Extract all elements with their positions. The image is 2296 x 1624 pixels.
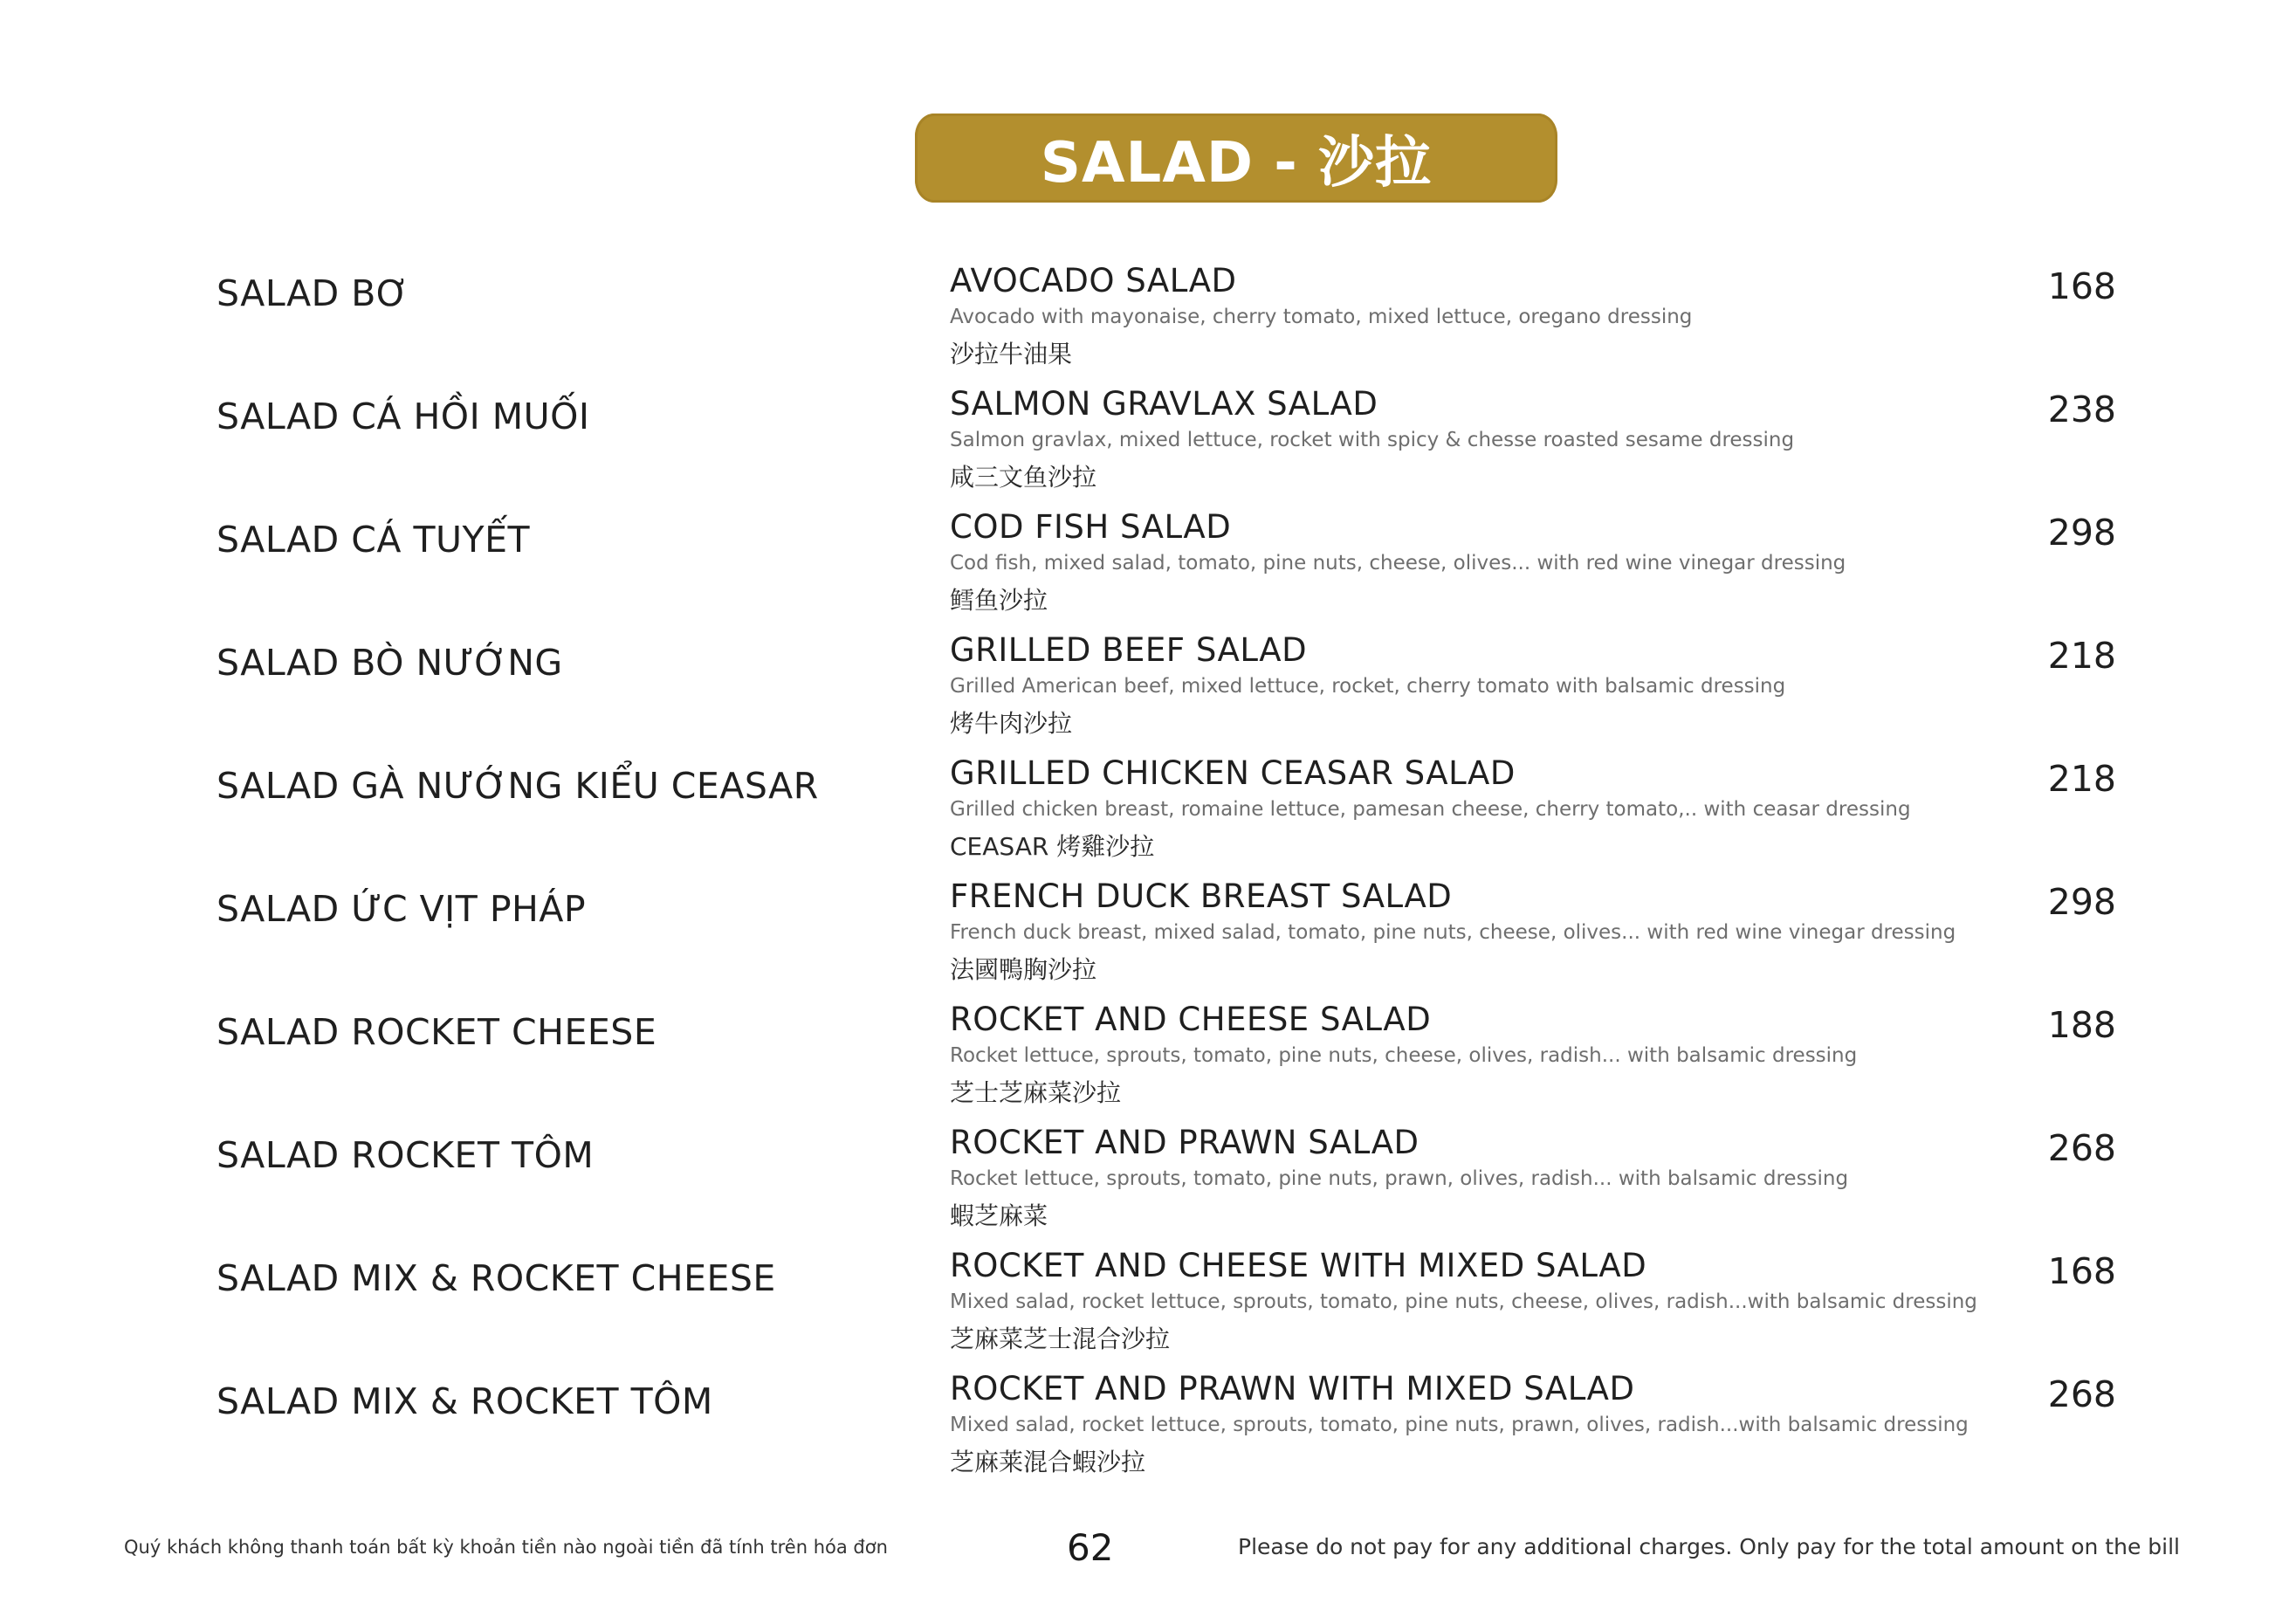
item-price: 238 xyxy=(2047,389,2116,430)
section-title-banner xyxy=(915,114,1557,203)
item-price: 188 xyxy=(2047,1004,2116,1046)
item-name-chinese: 咸三文鱼沙拉 xyxy=(950,463,1097,492)
item-name-english: COD FISH SALAD xyxy=(950,508,1232,546)
item-name-english: FRENCH DUCK BREAST SALAD xyxy=(950,877,1453,915)
item-description: Salmon gravlax, mixed lettuce, rocket with spicy & chesse roasted sesame dressing xyxy=(950,429,1795,451)
item-name-vietnamese: SALAD CÁ HỒI MUỐI xyxy=(217,396,590,437)
item-price: 298 xyxy=(2047,512,2116,554)
item-name-chinese: CEASAR 烤雞沙拉 xyxy=(950,832,1155,861)
item-price: 268 xyxy=(2047,1127,2116,1169)
menu-item xyxy=(0,754,2296,877)
footer-note-vietnamese: Quý khách không thanh toán bất kỳ khoản tiền nào ngoài tiền đã tính trên hóa đơn xyxy=(124,1537,888,1558)
item-name-chinese: 芝士芝麻菜沙拉 xyxy=(950,1078,1122,1107)
item-price: 268 xyxy=(2047,1373,2116,1415)
page-number: 62 xyxy=(1067,1526,1114,1569)
footer-note-english: Please do not pay for any additional charges. Only pay for the total amount on the bill xyxy=(1238,1534,2180,1559)
item-name-vietnamese: SALAD CÁ TUYẾT xyxy=(217,519,531,561)
item-description: Cod fish, mixed salad, tomato, pine nuts, cheese, olives... with red wine vinegar dressing xyxy=(950,552,1846,575)
item-price: 168 xyxy=(2047,265,2116,307)
menu-item xyxy=(0,1124,2296,1247)
item-price: 218 xyxy=(2047,758,2116,800)
item-description: Mixed salad, rocket lettuce, sprouts, tomato, pine nuts, cheese, olives, radish...with balsamic dressing xyxy=(950,1290,1977,1313)
item-name-english: GRILLED BEEF SALAD xyxy=(950,631,1308,669)
item-name-chinese: 法國鴨胸沙拉 xyxy=(950,955,1097,984)
item-price: 298 xyxy=(2047,881,2116,923)
menu-item xyxy=(0,877,2296,1001)
menu-item xyxy=(0,508,2296,631)
menu-item xyxy=(0,1370,2296,1493)
item-name-chinese: 蝦芝麻菜 xyxy=(950,1201,1048,1230)
item-name-vietnamese: SALAD BƠ xyxy=(217,272,409,314)
item-description: Grilled chicken breast, romaine lettuce, pamesan cheese, cherry tomato,.. with ceasar dressing xyxy=(950,798,1911,821)
item-name-vietnamese: SALAD ỨC VỊT PHÁP xyxy=(217,888,587,930)
item-description: Mixed salad, rocket lettuce, sprouts, tomato, pine nuts, prawn, olives, radish...with balsamic dressing xyxy=(950,1414,1969,1436)
item-name-english: GRILLED CHICKEN CEASAR SALAD xyxy=(950,754,1516,792)
item-description: Avocado with mayonaise, cherry tomato, mixed lettuce, oregano dressing xyxy=(950,306,1693,328)
item-price: 218 xyxy=(2047,635,2116,677)
menu-item xyxy=(0,1001,2296,1124)
menu-item xyxy=(0,262,2296,385)
item-name-english: ROCKET AND CHEESE WITH MIXED SALAD xyxy=(950,1247,1647,1284)
item-name-chinese: 芝麻莱混合蝦沙拉 xyxy=(950,1448,1146,1476)
item-price: 168 xyxy=(2047,1250,2116,1292)
item-name-chinese: 鳕鱼沙拉 xyxy=(950,586,1048,615)
item-description: Rocket lettuce, sprouts, tomato, pine nuts, prawn, olives, radish... with balsamic dressing xyxy=(950,1167,1849,1190)
item-name-vietnamese: SALAD ROCKET TÔM xyxy=(217,1134,595,1176)
item-name-english: ROCKET AND PRAWN WITH MIXED SALAD xyxy=(950,1370,1635,1407)
item-name-chinese: 沙拉牛油果 xyxy=(950,340,1073,368)
menu-item xyxy=(0,385,2296,508)
item-description: French duck breast, mixed salad, tomato, pine nuts, cheese, olives... with red wine vinegar dressing xyxy=(950,921,1956,944)
section-title: SALAD - 沙拉 xyxy=(1040,131,1433,196)
item-name-vietnamese: SALAD GÀ NƯỚNG KIỂU CEASAR xyxy=(217,765,819,807)
item-name-english: SALMON GRAVLAX SALAD xyxy=(950,385,1378,423)
item-name-vietnamese: SALAD ROCKET CHEESE xyxy=(217,1011,657,1053)
item-description: Rocket lettuce, sprouts, tomato, pine nuts, cheese, olives, radish... with balsamic dressing xyxy=(950,1044,1858,1067)
menu-item xyxy=(0,1247,2296,1370)
item-name-english: ROCKET AND PRAWN SALAD xyxy=(950,1124,1420,1161)
item-description: Grilled American beef, mixed lettuce, rocket, cherry tomato with balsamic dressing xyxy=(950,675,1786,698)
item-name-vietnamese: SALAD BÒ NƯỚNG xyxy=(217,642,563,684)
item-name-vietnamese: SALAD MIX & ROCKET CHEESE xyxy=(217,1257,776,1299)
item-name-english: ROCKET AND CHEESE SALAD xyxy=(950,1001,1432,1038)
item-name-english: AVOCADO SALAD xyxy=(950,262,1237,299)
item-name-chinese: 烤牛肉沙拉 xyxy=(950,709,1073,738)
item-name-vietnamese: SALAD MIX & ROCKET TÔM xyxy=(217,1380,713,1422)
item-name-chinese: 芝麻菜芝士混合沙拉 xyxy=(950,1325,1171,1353)
menu-item xyxy=(0,631,2296,754)
